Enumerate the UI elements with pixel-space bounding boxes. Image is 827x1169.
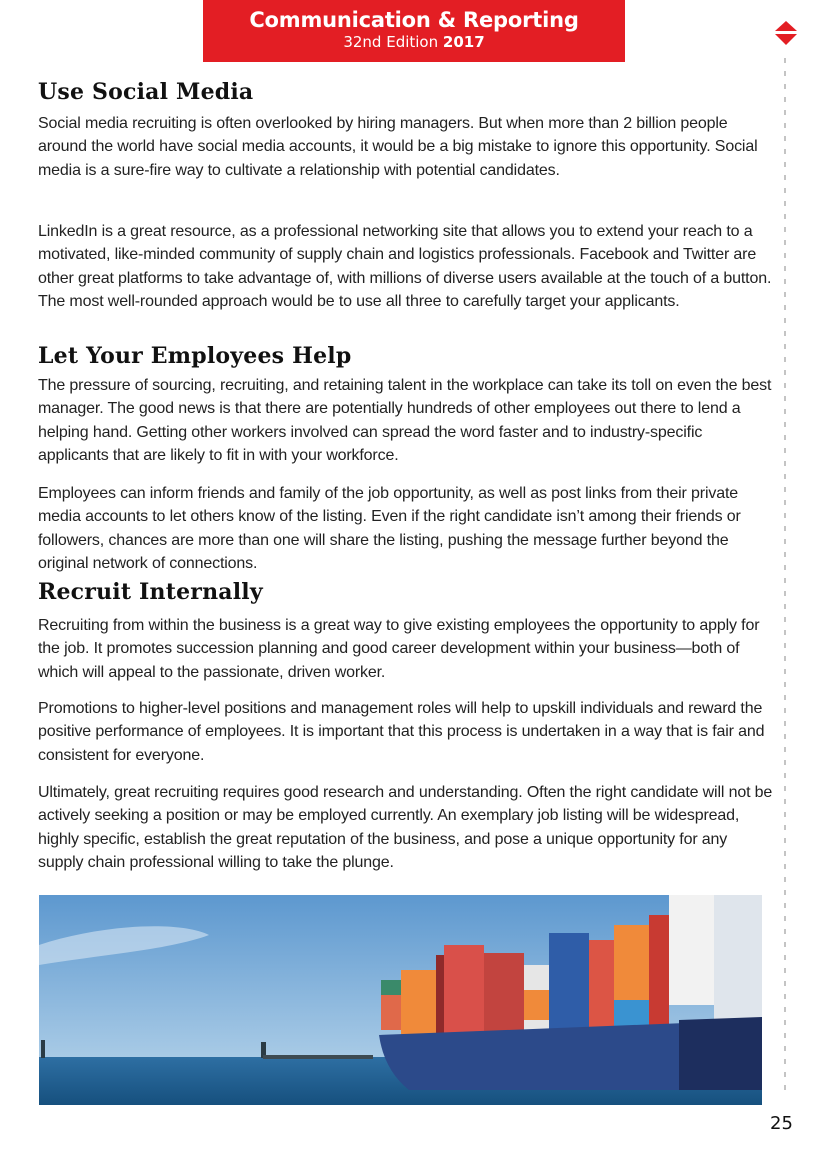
section-heading-social-media: Use Social Media (38, 79, 254, 105)
header-banner (203, 0, 625, 62)
edition-label: 32nd Edition (343, 33, 439, 51)
page-number: 25 (770, 1113, 793, 1134)
section-heading-employees-help: Let Your Employees Help (38, 343, 352, 369)
red-diamond-updown-icon (774, 20, 798, 46)
paragraph: Social media recruiting is often overlooked by hiring managers. But when more than 2 billion people around the world have social media accounts, it would be a big mistake to ignore this opportunity. Social media is a sure-fire way to cultivate a relationship with potential candidates. (38, 115, 758, 179)
paragraph: LinkedIn is a great resource, as a professional networking site that allows you to extend your reach to a motivated, like-minded community of supply chain and logistics professionals. Facebook and Twitter are other great platforms to take advantage of, with millions of diverse users available at the touch of a button. The most well-rounded approach would be to use all three to carefully target your applicants. (38, 223, 772, 310)
paragraph: Recruiting from within the business is a great way to give existing employees the opportunity to apply for the job. It promotes succession planning and good career development within your business—both of which will appeal to the passionate, driven worker. (38, 617, 760, 681)
paragraph: Promotions to higher-level positions and management roles will help to upskill individuals and reward the positive performance of employees. It is important that this process is undertaken in a way that is fair and consistent for everyone. (38, 700, 765, 764)
paragraph: Employees can inform friends and family of the job opportunity, as well as post links from their private media accounts to let others know of the listing. Even if the right candidate isn’t among their friends or followers, chances are more than one will share the listing, pushing the message further beyond the original network of connections. (38, 485, 741, 572)
section-heading-recruit-internally: Recruit Internally (38, 579, 263, 605)
header-title: Communication & Reporting (249, 8, 579, 32)
header-subtitle (203, 32, 625, 52)
edition-year: 2017 (442, 33, 485, 51)
paragraph: The pressure of sourcing, recruiting, and retaining talent in the workplace can take its toll on even the best manager. The good news is that there are potentially hundreds of other employees out there to lend a helping hand. Getting other workers involved can spread the word faster and to industry-specific applicants that are likely to fit in with your workforce. (38, 377, 772, 464)
container-ship-illustration (39, 895, 762, 1105)
container-ship-photo (39, 895, 762, 1105)
paragraph: Ultimately, great recruiting requires good research and understanding. Often the right candidate will not be actively seeking a position or may be employed currently. An exemplary job listing will be widespread, highly specific, establish the great reputation of the business, and pose a unique opportunity for any supply chain professional willing to take the plunge. (38, 784, 773, 871)
page-edge-dashed-line (784, 58, 786, 1093)
